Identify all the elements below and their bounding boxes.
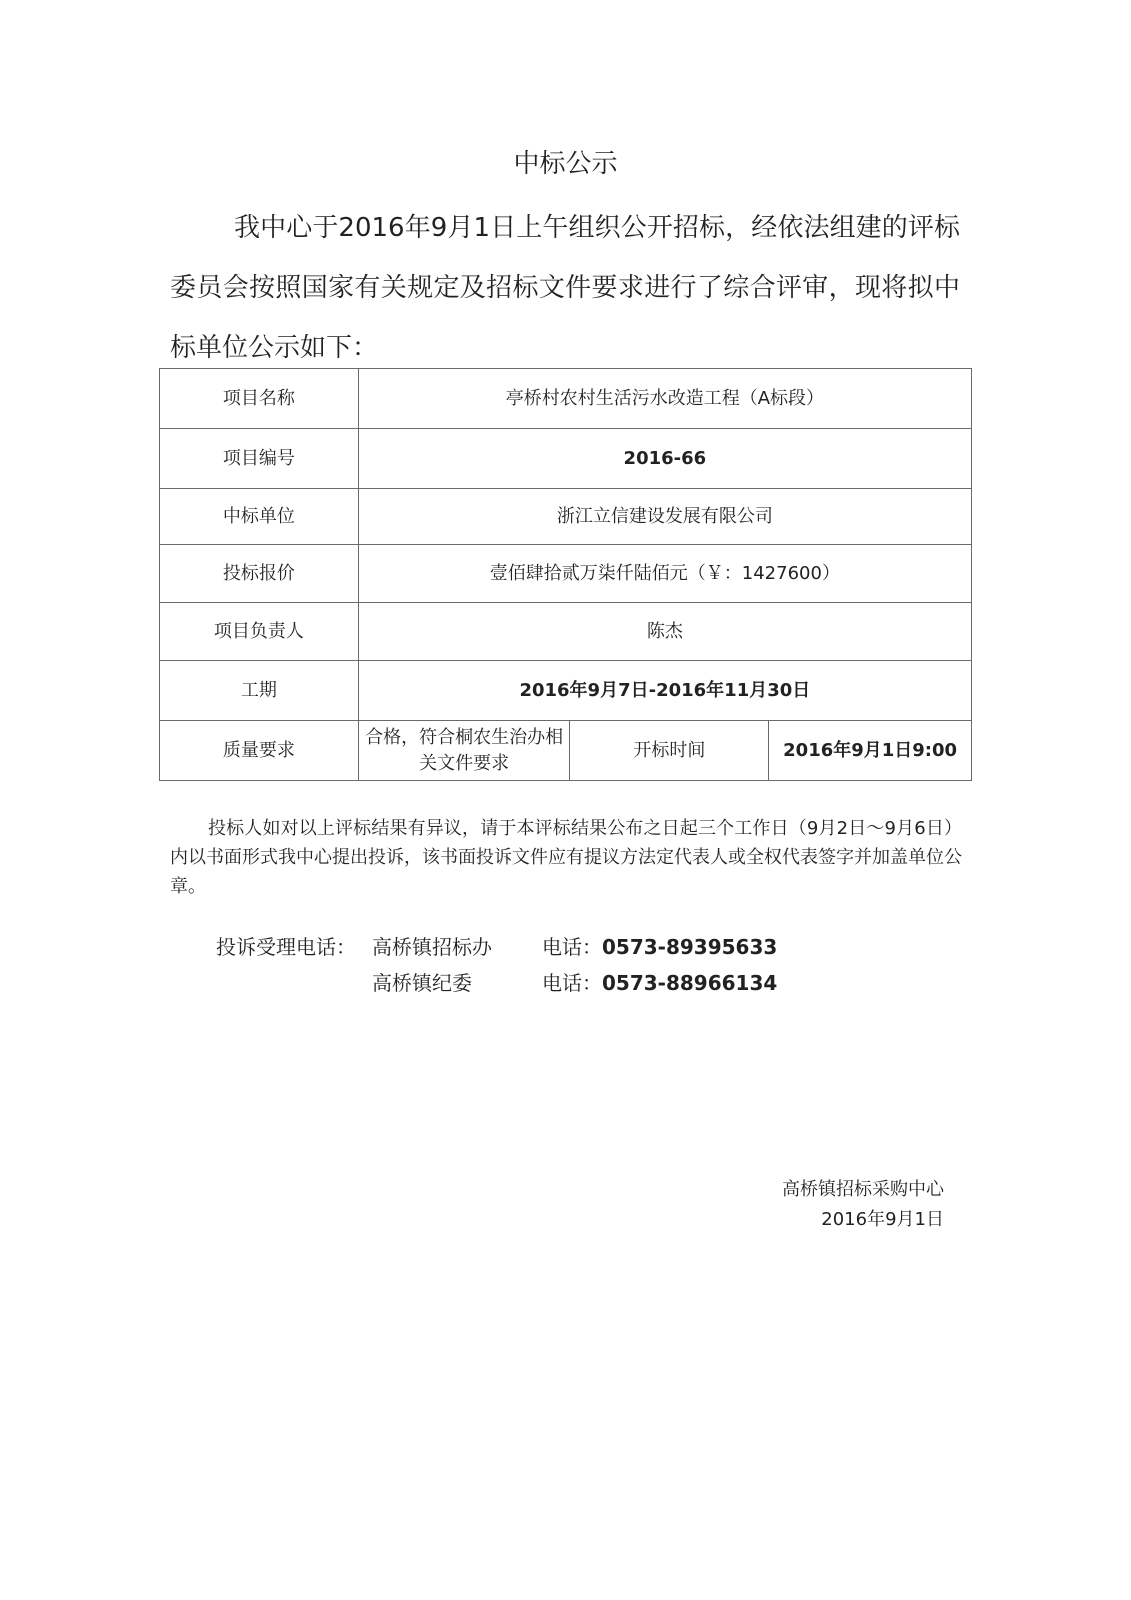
duration-label: 工期 bbox=[160, 661, 359, 721]
bid-price-value: 壹佰肆拾贰万柒仟陆佰元（￥：1427600） bbox=[358, 545, 971, 603]
winner-label: 中标单位 bbox=[160, 489, 359, 545]
phone-label: 电话： bbox=[542, 971, 602, 995]
phone-number: 0573-88966134 bbox=[602, 971, 778, 995]
contact-org: 高桥镇纪委 bbox=[372, 971, 472, 995]
winner-value: 浙江立信建设发展有限公司 bbox=[358, 489, 971, 545]
contact-phone bbox=[542, 965, 777, 1001]
project-no-value: 2016-66 bbox=[358, 429, 971, 489]
project-name-value: 亭桥村农村生活污水改造工程（A标段） bbox=[358, 369, 971, 429]
opening-time-value: 2016年9月1日9:00 bbox=[769, 721, 972, 781]
bid-price-label: 投标报价 bbox=[160, 545, 359, 603]
table-row bbox=[160, 721, 972, 781]
bid-result-table bbox=[159, 368, 972, 781]
signature-date: 2016年9月1日 bbox=[821, 1209, 944, 1230]
table-row bbox=[160, 369, 972, 429]
table-row bbox=[160, 603, 972, 661]
signature-org: 高桥镇招标采购中心 bbox=[782, 1179, 944, 1200]
table-row bbox=[160, 429, 972, 489]
complaint-contacts bbox=[216, 929, 816, 1001]
contact-row bbox=[216, 929, 816, 965]
objection-notice: 投标人如对以上评标结果有异议，请于本评标结果公布之日起三个工作日（9月2日～9月6日）内以书面形式我中心提出投诉，该书面投诉文件应有提议方法定代表人或全权代表签字并加盖单位公章。 bbox=[170, 818, 962, 897]
contact-org: 高桥镇招标办 bbox=[372, 935, 492, 959]
phone-label: 电话： bbox=[542, 935, 602, 959]
contact-phone bbox=[542, 929, 777, 965]
quality-label: 质量要求 bbox=[160, 721, 359, 781]
project-no-label: 项目编号 bbox=[160, 429, 359, 489]
phone-number: 0573-89395633 bbox=[602, 935, 778, 959]
contact-row bbox=[216, 965, 816, 1001]
signature-block bbox=[782, 1175, 944, 1235]
intro-paragraph: 我中心于2016年9月1日上午组织公开招标，经依法组建的评标委员会按照国家有关规定及招标文件要求进行了综合评审，现将拟中标单位公示如下： bbox=[170, 213, 960, 363]
manager-label: 项目负责人 bbox=[160, 603, 359, 661]
manager-value: 陈杰 bbox=[358, 603, 971, 661]
duration-value: 2016年9月7日-2016年11月30日 bbox=[358, 661, 971, 721]
quality-value: 合格，符合桐农生治办相关文件要求 bbox=[358, 721, 570, 781]
table-row bbox=[160, 545, 972, 603]
opening-time-label: 开标时间 bbox=[570, 721, 769, 781]
notice-title: 中标公示 bbox=[513, 149, 618, 179]
table-row bbox=[160, 489, 972, 545]
complaint-label: 投诉受理电话： bbox=[216, 935, 356, 959]
table-row bbox=[160, 661, 972, 721]
project-name-label: 项目名称 bbox=[160, 369, 359, 429]
